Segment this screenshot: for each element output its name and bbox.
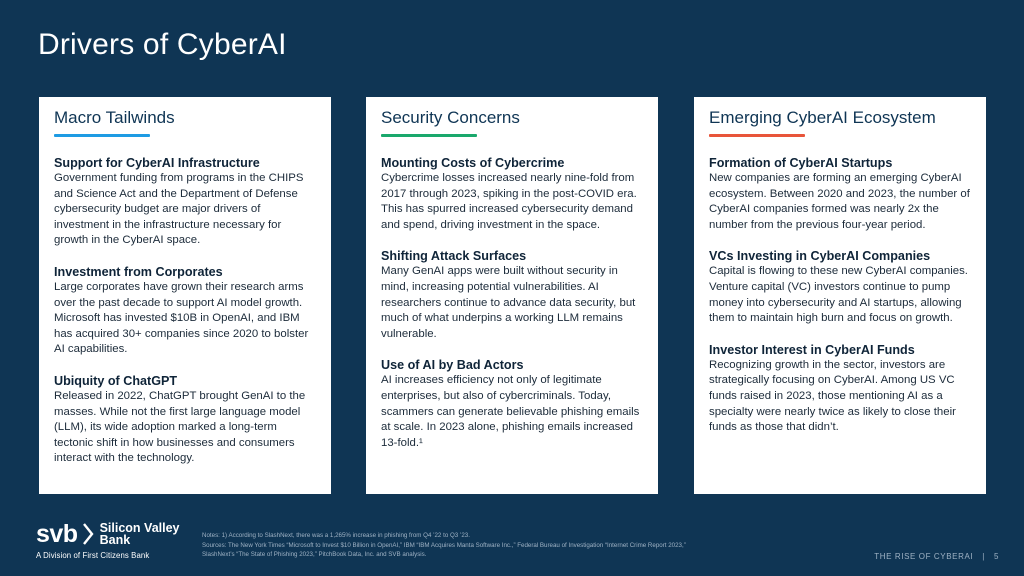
section <box>709 155 970 233</box>
card-heading: Macro Tailwinds <box>54 108 175 127</box>
svb-logo <box>36 521 180 560</box>
bank-name <box>100 522 180 546</box>
sources-text: Sources: The New York Times “Microsoft to Invest $10 Billion in OpenAI,” IBM “IBM Acquires Manta Software Inc.,” Federal Bureau of Investigation “Internet Crime Report 2023,” SlashNext’s “The State of Phishing 2023,” PitchBook Data, Inc. and SVB analysis. <box>202 542 686 558</box>
section-body: Released in 2022, ChatGPT brought GenAI to the masses. While not the first large language model (LLM), its wide adoption marked a long-term tectonic shift in how businesses and consumers interact with the technology. <box>54 389 306 465</box>
section-title: Shifting Attack Surfaces <box>381 249 527 264</box>
card-macro-tailwinds <box>39 97 331 494</box>
section-title: Use of AI by Bad Actors <box>381 358 524 373</box>
section <box>709 342 970 436</box>
section <box>709 248 970 326</box>
footer-separator: | <box>982 552 985 561</box>
section-body: Large corporates have grown their research arms over the past decade to support AI model growth. Microsoft has invested $10B in OpenAI, and IBM has acquired 30+ companies since 2020 to bolster AI capabilities. <box>54 280 309 356</box>
footnotes <box>202 532 702 561</box>
section-body: AI increases efficiency not only of legitimate enterprises, but also of cybercriminals. Today, scammers can generate believable phishing emails at scale. In 2023 alone, phishing emails increased 13-fold.¹ <box>381 374 640 449</box>
card-emerging-cyberai-ecosystem <box>694 97 986 494</box>
card-heading: Security Concerns <box>381 108 520 127</box>
section-title: Support for CyberAI Infrastructure <box>54 156 260 170</box>
section-body: Capital is flowing to these new CyberAI companies. Venture capital (VC) investors continue to pump money into cybersecurity and AI startups, allowing them to maintain high burn and focus on growth. <box>709 265 968 325</box>
card-heading: Emerging CyberAI Ecosystem <box>709 108 936 127</box>
page-title: Drivers of CyberAI <box>38 28 287 61</box>
section-body: New companies are forming an emerging CyberAI ecosystem. Between 2020 and 2023, the number of CyberAI companies formed was nearly 2x the number from the previous four-year period. <box>709 172 970 231</box>
section <box>381 155 642 233</box>
heading-underline <box>54 134 150 137</box>
section <box>54 155 315 249</box>
report-name: THE RISE OF CYBERAI <box>874 552 974 561</box>
page-footer <box>874 552 999 561</box>
notes-text: Notes: 1) According to SlashNext, there was a 1,265% increase in phishing from Q4 ’22 to Q3 ’23. <box>202 532 470 539</box>
section-title: VCs Investing in CyberAI Companies <box>709 249 931 264</box>
section-body: Recognizing growth in the sector, investors are strategically focusing on CyberAI. Among US VC funds raised in 2023, those mentioning AI as a specialty were nearly twice as likely to close their funds as those that didn’t. <box>709 358 956 434</box>
section <box>54 373 315 467</box>
section-title: Investor Interest in CyberAI Funds <box>709 342 915 357</box>
section-title: Formation of CyberAI Startups <box>709 156 893 170</box>
card-security-concerns <box>366 97 658 494</box>
heading-underline <box>709 134 805 137</box>
section-body: Cybercrime losses increased nearly nine-fold from 2017 through 2023, spiking in the post-COVID era. This has spurred increased cybersecurity demand and spend, driving investment in the space. <box>381 172 637 231</box>
section-body: Many GenAI apps were built without security in mind, increasing potential vulnerabilities. AI researchers continue to advance data security, but much of what underpins a working LLM remains vulnerable. <box>381 265 636 340</box>
logo-wordmark: svb <box>36 520 78 548</box>
section-title: Mounting Costs of Cybercrime <box>381 156 565 170</box>
bank-name-line2: Bank <box>99 533 131 547</box>
page-number: 5 <box>993 552 999 561</box>
section <box>381 357 642 451</box>
heading-underline <box>381 134 477 137</box>
chevron-right-icon <box>83 523 94 545</box>
bank-name-line1: Silicon Valley <box>99 521 180 535</box>
section <box>381 248 642 342</box>
division-text: A Division of First Citizens Bank <box>36 551 150 560</box>
section-title: Investment from Corporates <box>54 264 223 279</box>
section-title: Ubiquity of ChatGPT <box>54 373 178 388</box>
section <box>54 264 315 358</box>
section-body: Government funding from programs in the CHIPS and Science Act and the Department of Defense cybersecurity budget are major drivers of investment in the infrastructure necessary for growth in the CyberAI space. <box>54 172 304 247</box>
